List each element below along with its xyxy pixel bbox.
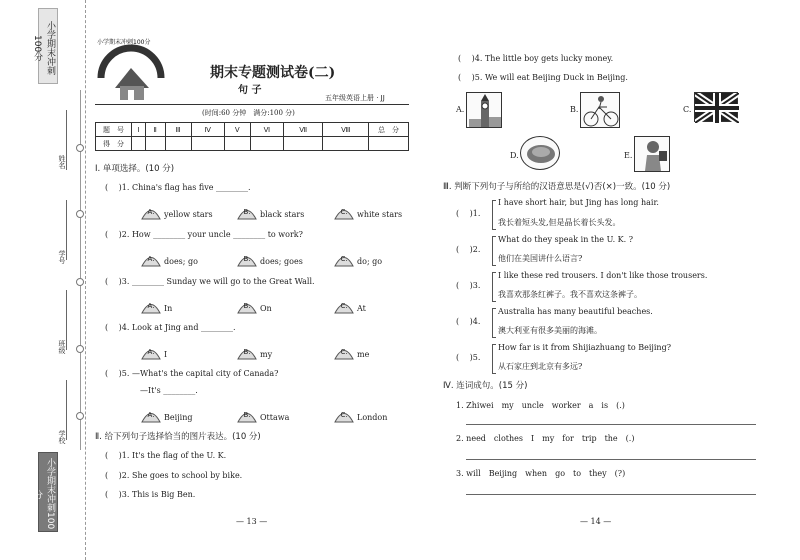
s1-q3-a: In [164, 304, 173, 313]
big-ben-picture [466, 92, 502, 128]
answer-line-2[interactable] [466, 459, 756, 460]
s2-q5: ( )5. We will eat Beijing Duck in Beijing. [458, 73, 628, 82]
option-letter: C. [340, 302, 348, 310]
score-head: Ⅶ [283, 123, 322, 137]
option-letter: C. [340, 411, 348, 419]
score-value-row [96, 137, 409, 151]
badge-text: 小学期末冲刺100分 [97, 39, 151, 46]
score-cell[interactable] [145, 137, 165, 151]
s3-item-zh: 澳大利亚有很多美丽的海滩。 [498, 326, 602, 335]
section3-title: Ⅲ. 判断下列句子与所给的汉语意思是(√)否(×)一致。(10 分) [443, 182, 671, 192]
s3-brace [492, 308, 496, 338]
s3-item-en: I like these red trousers. I don't like those trousers. [498, 271, 708, 280]
score-cell[interactable] [165, 137, 191, 151]
s1-q3-c: At [357, 304, 366, 313]
option-a-bubble[interactable] [140, 298, 162, 315]
option-b-bubble[interactable] [236, 251, 258, 268]
big-ben-icon [467, 93, 503, 129]
option-letter: A. [147, 255, 155, 263]
s1-q1-b: black stars [260, 210, 305, 219]
s1-q4-b: my [260, 350, 273, 359]
s4-q3: 3. will Beijing when go to they (?) [456, 469, 626, 478]
option-b-bubble[interactable] [236, 298, 258, 315]
option-letter: A. [147, 411, 155, 419]
s3-item-no: ( )1. [456, 209, 481, 218]
exam-subtitle: 句 子 [238, 85, 262, 96]
s3-brace [492, 236, 496, 266]
score-head: Ⅲ [165, 123, 191, 137]
hole-4 [76, 345, 84, 353]
option-letter: C. [340, 348, 348, 356]
option-c-bubble[interactable] [333, 204, 355, 221]
name-label: 姓名 [58, 155, 66, 169]
s1-q2: ( )2. How ________ your uncle ________ to work? [105, 230, 303, 239]
score-table [95, 122, 409, 151]
section4-title: Ⅳ. 连词成句。(15 分) [443, 381, 528, 391]
side-brand-vertical: 小学期末冲刺100分 [38, 8, 58, 84]
score-head: Ⅰ [132, 123, 146, 137]
option-a-bubble[interactable] [140, 251, 162, 268]
s3-item-zh: 我喜欢那条红裤子。我不喜欢这条裤子。 [498, 290, 642, 299]
pic-label-e: E. [624, 151, 633, 160]
score-head: Ⅳ [191, 123, 224, 137]
option-a-bubble[interactable] [140, 344, 162, 361]
score-head: 题 号 [96, 123, 132, 137]
score-head: Ⅵ [250, 123, 283, 137]
s1-q5-c: London [357, 413, 388, 422]
answer-line-1[interactable] [466, 424, 756, 425]
option-letter: A. [147, 348, 155, 356]
s1-q3-b: On [260, 304, 272, 313]
s2-q4: ( )4. The little boy gets lucky money. [458, 54, 614, 63]
option-letter: C. [340, 208, 348, 216]
s4-q2: 2. need clothes I my for trip the (.) [456, 434, 635, 443]
hole-5 [76, 412, 84, 420]
pic-label-b: B. [570, 105, 579, 114]
s3-item-en: I have short hair, but Jing has long hair. [498, 198, 659, 207]
score-head: Ⅴ [224, 123, 250, 137]
s1-q5-b: Ottawa [260, 413, 290, 422]
score-cell[interactable] [191, 137, 224, 151]
house-badge-icon [93, 38, 169, 104]
duck-picture [520, 136, 560, 170]
s3-item-en: How far is it from Shijiazhuang to Beijing? [498, 343, 671, 352]
side-brand-bottom: 小学期末冲刺100分 [38, 452, 58, 532]
s1-q1-a: yellow stars [164, 210, 213, 219]
section2-title: Ⅱ. 给下列句子选择恰当的图片表达。(10 分) [95, 432, 261, 442]
score-cell[interactable] [283, 137, 322, 151]
s2-q3: ( )3. This is Big Ben. [105, 490, 196, 499]
hole-2 [76, 210, 84, 218]
score-cell[interactable] [132, 137, 146, 151]
option-letter: A. [147, 208, 155, 216]
s1-q4-a: I [164, 350, 168, 359]
s3-item-no: ( )3. [456, 281, 481, 290]
s3-item-no: ( )2. [456, 245, 481, 254]
uk-flag-picture [694, 92, 738, 122]
s1-q3: ( )3. ________ Sunday we will go to the Great Wall. [105, 277, 315, 286]
boy-lucky-money-icon [635, 137, 671, 173]
roast-duck-icon [521, 137, 561, 171]
bike-picture [580, 92, 620, 128]
option-c-bubble[interactable] [333, 251, 355, 268]
class-line[interactable] [66, 290, 67, 350]
option-letter: B. [243, 255, 251, 263]
s3-item-no: ( )4. [456, 317, 481, 326]
school-label: 学校 [58, 430, 66, 444]
s3-brace [492, 200, 496, 230]
class-label: 班级 [58, 340, 66, 354]
page-number-left: — 13 — [236, 517, 268, 526]
id-label: 学号 [58, 250, 66, 264]
badge-logo [93, 38, 169, 104]
option-b-bubble[interactable] [236, 407, 258, 424]
pic-label-c: C. [683, 105, 692, 114]
option-c-bubble[interactable] [333, 298, 355, 315]
section1-title: Ⅰ. 单项选择。(10 分) [95, 164, 175, 174]
grade-tag: 五年级英语上册 · JJ [325, 94, 385, 102]
option-b-bubble[interactable] [236, 344, 258, 361]
score-cell[interactable] [250, 137, 283, 151]
uk-flag-icon [695, 93, 739, 123]
page-number-right: — 14 — [580, 517, 612, 526]
s1-q1: ( )1. China's flag has five ________. [105, 183, 251, 192]
s3-item-en: What do they speak in the U. K. ? [498, 235, 634, 244]
s3-item-zh: 从石家庄到北京有多远? [498, 362, 583, 371]
option-letter: B. [243, 302, 251, 310]
s1-q4: ( )4. Look at Jing and ________. [105, 323, 236, 332]
s1-q2-c: do; go [357, 257, 383, 266]
s3-item-zh: 他们在美国讲什么语言? [498, 254, 583, 263]
exam-title: 期末专题测试卷(二) [210, 65, 336, 81]
answer-line-3[interactable] [466, 494, 756, 495]
score-header-row [96, 123, 409, 137]
score-cell[interactable] [369, 137, 409, 151]
score-head: 总 分 [369, 123, 409, 137]
s1-q1-c: white stars [357, 210, 403, 219]
score-cell[interactable] [224, 137, 250, 151]
s3-brace [492, 344, 496, 374]
s1-q2-b: does; goes [260, 257, 303, 266]
lucky-money-picture [634, 136, 670, 172]
option-c-bubble[interactable] [333, 407, 355, 424]
name-line[interactable] [66, 110, 67, 170]
s2-q1: ( )1. It's the flag of the U. K. [105, 451, 227, 460]
id-line[interactable] [66, 200, 67, 260]
s2-q2: ( )2. She goes to school by bike. [105, 471, 243, 480]
score-head: Ⅷ [323, 123, 369, 137]
s3-brace [492, 272, 496, 302]
s3-item-en: Australia has many beautiful beaches. [498, 307, 653, 316]
pic-label-d: D. [510, 151, 519, 160]
s3-item-zh: 我长着短头发,但是晶长着长头发。 [498, 218, 621, 227]
hole-3 [76, 278, 84, 286]
option-letter: A. [147, 302, 155, 310]
s1-q2-a: does; go [164, 257, 198, 266]
option-a-bubble[interactable] [140, 204, 162, 221]
header-rule [95, 104, 409, 105]
option-letter: B. [243, 348, 251, 356]
s1-q5: ( )5. —What's the capital city of Canada? [105, 369, 279, 378]
s3-item-no: ( )5. [456, 353, 481, 362]
option-a-bubble[interactable] [140, 407, 162, 424]
score-head: Ⅱ [145, 123, 165, 137]
score-row-label: 得 分 [96, 137, 132, 151]
score-cell[interactable] [323, 137, 369, 151]
option-letter: C. [340, 255, 348, 263]
option-b-bubble[interactable] [236, 204, 258, 221]
option-letter: B. [243, 411, 251, 419]
bike-icon [581, 93, 621, 129]
option-c-bubble[interactable] [333, 344, 355, 361]
s4-q1: 1. Zhiwei my uncle worker a is (.) [456, 401, 625, 410]
pic-label-a: A. [456, 105, 465, 114]
hole-1 [76, 144, 84, 152]
s1-q5-line2: —It's ________. [140, 386, 198, 395]
exam-meta: (时间:60 分钟 满分:100 分) [202, 109, 295, 117]
option-letter: B. [243, 208, 251, 216]
s1-q5-a: Beijing [164, 413, 193, 422]
s1-q4-c: me [357, 350, 370, 359]
school-line[interactable] [66, 380, 67, 440]
